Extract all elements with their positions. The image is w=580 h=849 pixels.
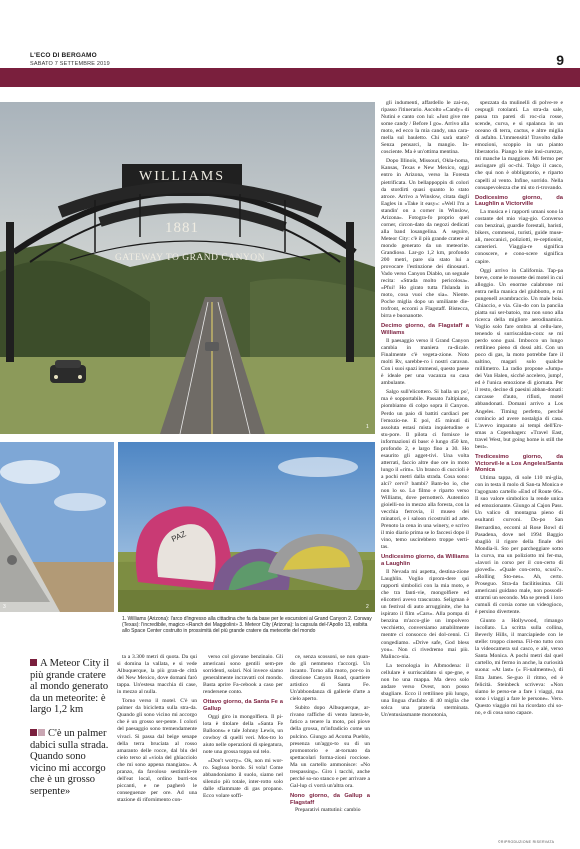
photo-number-2: 2	[366, 604, 369, 610]
photo-number-1: 1	[366, 424, 369, 430]
section-heading: Dodicesimo giorno, da Laughlin a Victorville	[475, 194, 563, 208]
bullet-square	[30, 659, 37, 666]
article-column-bottom-1: ta a 3.300 metri di quota. Da qui si domina la vallata, e si vede Albuquerque, la più gran-de città del New Mexico, dove domani farò tappa. Un'estesa macchia di case, in mezzo al nulla. Torno verso il motel. C'è un palmer da bicicletta sulla stra-da. Quando gli sono vicino mi accorgo che è un grosso ser-pente. I colori del paesaggio sono tremendamente vivaci. Si passa dal beige senape della terra bruciata al rosso amaranto delle rocce, dal blu del cielo terso al «viola del ghiacciolo che mi sono appena mangiato». A pranzo, da favoloso sestimilo-re dell'eat local, ordino burri-tos piccanti, e ne pagherò le conseguenze per ore. Ad una stazione di rifornimento con-	[117, 654, 197, 803]
copyright-credit: ©RIPRODUZIONE RISERVATA	[498, 840, 555, 844]
svg-text:PAZ: PAZ	[170, 529, 188, 544]
section-heading: Undicesimo giorno, da Williams a Laughlin	[381, 554, 469, 568]
section-heading: Ottavo giorno, da Santa Fe a Gallup	[203, 699, 283, 713]
arch-sign-gateway: GATEWAY TO GRAND CANYON	[114, 253, 266, 263]
article-column-right-1: gli indumenti, affardello le zai-no, ripasso l'itinerario. Ascolto «Candy» di Nutini e canto con lui: «Just give me some candy / Before I go». Arrivo alla moto, ed ecco la mia candy, una cara-mella sul bauletto. Chi sarà stato? Senza pensarci, la mangio. In-cosciente. Ma è un'ottima mentina. Dopo Illinois, Missouri, Okla-homa, Kansas, Texas e New Mexico, oggi entro in Arizona, verso la Foresta pietrificata. Un bellappoppin di colori da stordirti quasi quanto lo stato atroce. Arrivo a Winslow, citata dagli Eagles in «Take it easy»: «Well I'm a standin' on a corner in Winslow, Arizona». Fotogra-fo proprio quel corner, circon-dato da negozi dedicati alla band losangelina. A seguire, Meteor City: c'è il più grande cratere al mondo generato da un meteorite. Grandioso. Lar-go 1,2 km, profondo 200 metri, pare sia stato lui a provocare l'estinzione dei dinosauri. Vado verso Canyon Diablo, un segnale recita: «Strada molto pericolosa». «Pfui! Ho girato tutta l'Islanda in moto, cosa vuoi che sia». Niente. Poche miglia dopo un umiliante die-trofront, eccomi a Flagstaff. Bistecca, birra e buonanotte. Decimo giorno, da Flagstaff a Williams Il paesaggio verso il Grand Canyon cambia in maniera ra-dicale. Finalmente c'è vegeta-zione. Noto molti Rv, sarebbe-ro i nostri caravan. Con i suoi spazi immensi, questo paese è ideale per una vacanza su casa ambulante. Salgo sull'elicottero. Si balla un po', ma è sopportabile. Passato l'altipiano, piombiamo di colpo sopra il Canyon. Perdo un paio di battiti cardiaci per l'emozio-ne. E poi, 45 minuti di assoluta estasi mista inquietudine e stu-pore. Il pilota ci fornisce le informazioni di base: è lungo 450 km, profondo 2, e largo fino a 30. Ho esaurito gli agget-tivi. Una volta atterrati, faccio altre due ore in moto lungo il «rim». Un branco di cuccioli è a pochi metri dalla strada. Cosa sono: alci? cervi? bambi? Bam-bo io, che non lo so. Lo filmo e riparto verso Williams, dove pernotterò. Autentico gioielli-no in mezzo alla foresta, con la vecchia ferrovia, il museo dei minatori, e i saloon ricostruiti ad arte. Prenoto la cena in una winery, e scrivo il mio diario prima se lo faccesi dopo il vino, temo uscirebbero troppe verti-tas. Undicesimo giorno, da Williams a Laughlin Il Nevada mi aspetta, destina-zione Laughlin. Voglio riprom-dere qui rapporti simbolici con la mia moto, e che tra fanti-vie, mongolfiere ed elicotteri avevo trascurato. Seligman è un festival di auto arrugginite, che ha ispirato il film «Cars». Alla pompa di benzina m'acco-glie un impolvero vecchietto, conversiamo amabilmente mentre ci consocco dei dol-cenni. Ci congediamo. «Drive safe, God bless you». Non ci rivedremo mai più. Malinco-nia. La tecnologia in Albmodena: il cellulare è surriscaldato si spe-gne, e non ho una mappa. Ma devo solo andare verso Ovest, non posso sbagliare. Ecco il rettilineo più lungo, una lingua d'asfalto di 40 miglia che solca una prateria sterminata. Un'entusiasmante monotonia,	[381, 100, 469, 718]
article-column-bottom-2: verso col giovane benzinaio. Gli americani sono gentili sem-pre sorridenti, solari. Noi invece siamo generalmente incravatti col mondo. Basta aprire Fa-cebook a caso per rendersene conto. Ottavo giorno, da Santa Fe a Gallup Oggi giro in mongolfiera. Il pi-lota è titolare della «Santa Fe Balloons» e tale Johnny Lewis, un cowboy di quelli veri. Mos-tro lo aiuto nelle operazioni di spiegatura, note una grossa toppa sul telo. «Don't worry». Ok, non mi wor-ro. Saglsoa bordo. Si vola! Come abbandoniamo il suolo, siamo nel silenzio più totale, inter-rotto solo dalle sfiammate di gas propano. Ecco volare soffi-	[203, 654, 283, 800]
page-number: 9	[556, 52, 564, 68]
issue-date: SABATO 7 SETTEMBRE 2019	[30, 61, 110, 67]
photo-beetle-ranch	[118, 442, 375, 612]
section-band	[0, 68, 580, 87]
bullet-square	[30, 729, 37, 736]
pullquote-meteor: A Meteor City il più grande cratere al mondo generato da un meteorite: è largo 1,2 km	[30, 658, 110, 715]
newspaper-name: L'ECO DI BERGAMO	[30, 52, 97, 59]
pullquote-snake: C'è un palmer dabici sulla strada. Quando sono vicino mi accorgo che è un grosso serpente»	[30, 728, 109, 797]
section-heading: Tredicesimo giorno, da Victorvil-le a Los Angeles/Santa Monica	[475, 453, 563, 474]
photo-caption: 1. Williams (Arizona): l'arco d'ingresso alla cittadina che fa da base per le escursioni al Grand Canyon 2. Conway (Texas): l'incredibile, magico «Ranch dei Maggiolini» 3. Meteor City (Arizona): la capsula del-l'Apollo 13, esibita allo Space Center costruito in prossimità del più grande cratere da meteorite del mondo	[122, 616, 372, 635]
article-column-bottom-3: ce, senza scossoni, se non quan-do gli nemmeno t'accorgi. Un incanto. Torno alla moto, por-to in direzione Canyon Road, quartiere artistico di Santa Fe. Un'abbondanza di gallerie d'arte a cielo aperto. Subito dopo Albuquerque, ar-rivano raffiche di vento latera-le, fatico a tenere la moto, poi piove della grossa, m'infradicio come un pulcino. Giungo ad Acoma Pueblo, presenza un'aggo-to su di un promontorio e at-tornato da spettacolari forma-zioni rocciose. Ma un cartello ammonisce: «No trespassing». Giro i tacchi, anche perché so-no stanco e per arrivare a Gal-lup ci vorrà un'altra ora. Nono giorno, da Gallup a Flagstaff Preparativi mattutini: cambio	[290, 654, 370, 814]
photo-apollo-capsule	[0, 442, 114, 612]
masthead	[30, 52, 110, 68]
bullet-square	[38, 729, 45, 736]
article-column-right-2: spezzata da mulinelli di polve-re e cespugli rotolanti. La stra-da sale, passa tra pareti di roc-cia rosse, scende, curva, e si spalanca in un oceano di terra, cactus, e altre miglia di asfalto. L'immensità! Travolto dalle emozioni, scoppio in un pianto liberatorio. Piango le mie insi-curezze, mi manche la maggiore. Mi fermo per asciugare gli oc-chi. Tolgo il casco, che qui non è obbligatorio, e riparto capelli al vento. Infine, sorrido. Nella consapevolezza che mi sto ri-trovando. Dodicesimo giorno, da Laughlin a Victorville La musica e i rapporti umani sono la costante del mio viag-gio. Converso con benzinai, guardie forestali, baristi, bikers, commessi, turisti, guide muse-ali, meccanici, poliziotti, re-ceptionist, camerieri. Viaggia-re significa conoscere, e cono-scere significa capire. Oggi arrivo in California. Tap-pa breve, come le mosette dei motel in cui alloggio. Un enorme calabrone mi entra nella manica del giubbotto, e mi pungeneIl avambraccio. Un male boia. Ghiaccio, e via. Giu-do con la panciia piatta sui ser-batoio, ma non sono alla ricerca della migliore aerodinamica. Voglio solo fare ombra al cellu-lare, tenendo sì surriscaldan-cora: se mi perdo sono guai. Imbocco un lungo rettilineo pieno di dossi alti. Con un poco di gas, la moto potrebbe fare il saltino, magari solo qualche millimetro. La radio propone «Jump» dei Van Halen, sicché accelero, jump!, ed è l'unica emozione di giornata. Per il resto, decine di paesini abban-donati: carcasse d'auto, rifiuti, motel abbandonati. Domani arrivo a Los Angeles. Timing perfetto, perché comincio ad avere nostalgia di casa. L'avevo imparato ai tempi dell'Ers-smas a Copenhagen: «Travel East, travel West, but going home is still the best». Tredicesimo giorno, da Victorvil-le a Los Angeles/Santa Monica Ultima tappa, di sole 110 mi-glia, con in testa il molo di San-ta Monica e l'agognato cartello «End of Route 66». Il suo valore simbolico la rende unica ed emozionante. Giungo al Cajon Pass. Un valico di montagna pieno di esultanti curvoni. Do-po San Bernardino, eccomi al Rose Bowl di Pasadena, dove nel 1994 Baggio sbagliò il rigore della finale dei Mondia-li. Sto per parcheggiare sotto la curva, ma un poliziotto mi fer-ma, «lavori in corso per il con-certo di giovedì». «Quale con-certo, scusi?». «Rolling Sto-nes». Ah, certo. Proseguo. Stra-da facilitissima. Gli americani guidano male, non possodi-strarmi un secondo. Ma se prendi i loro cumuli di corsia come un videogioco, è persino divertente. Giunto a Hollywood, rimango incollato. La scritta sulla collina, Beverly Hills, il marciapiede con le stelle: troppo cinema. Fil-mo tutto con la videocamera sul casco, e alé, verso Santa Monica. A pochi metri dal quel cartello, mi fermo in anche, la curiosità suona: «At last» (« Fi-nalmente»), di Etta James. Se-guo il ritmo, ed è felicità. Steinbeck scriveva: «Non siamo le perso-ne a fare i viaggi, ma sono i viaggi a fare le persone». Vero. Questo viaggio mi ha ricordato chi so-no, e di cosa sono capace.	[475, 100, 563, 716]
photo-williams-arch	[0, 102, 375, 434]
photo-number-3: 3	[3, 604, 6, 610]
section-heading: Decimo giorno, da Flagstaff a Williams	[381, 323, 469, 337]
arch-sign-year: 1881	[165, 220, 199, 236]
section-heading: Nono giorno, da Gallup a Flagstaff	[290, 792, 370, 806]
arch-sign-williams: WILLIAMS	[139, 169, 225, 184]
